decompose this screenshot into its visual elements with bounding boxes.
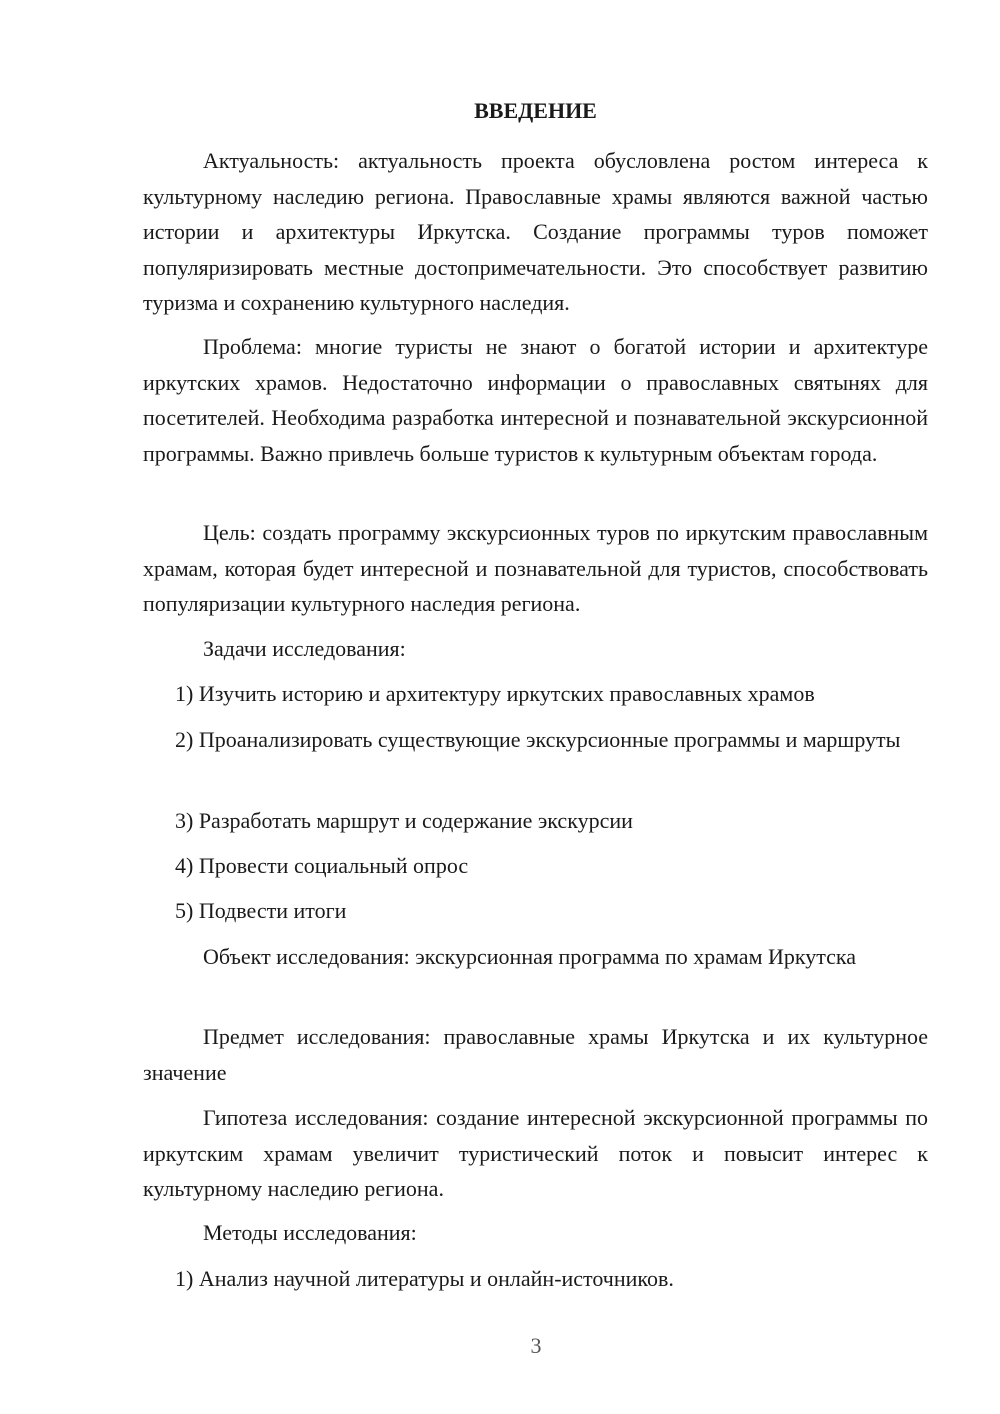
method-item: 1) Анализ научной литературы и онлайн-источников. [175, 1266, 674, 1291]
page-number: 3 [530, 1333, 542, 1358]
task-item: 3) Разработать маршрут и содержание экскурсии [175, 808, 633, 833]
methods-title: Методы исследования: [203, 1220, 417, 1245]
task-item: 2) Проанализировать существующие экскурсионные программы и маршруты [175, 727, 901, 752]
problem-paragraph: Проблема: многие туристы не знают о богатой истории и архитектуре иркутских храмов. Недостаточно информации о православных святынях для посетителей. Необходима разработка интересной и познавательной экскурсионной программы. Важно привлечь больше туристов к культурным объектам города. [143, 334, 928, 466]
task-item: 4) Провести социальный опрос [175, 853, 469, 878]
object-paragraph: Объект исследования: экскурсионная программа по храмам Иркутска [203, 944, 857, 969]
task-item: 5) Подвести итоги [175, 898, 347, 923]
page-title: ВВЕДЕНИЕ [474, 98, 597, 123]
subject-paragraph: Предмет исследования: православные храмы Иркутска и их культурное значение [143, 1024, 928, 1085]
tasks-title: Задачи исследования: [203, 636, 406, 661]
relevance-paragraph: Актуальность: актуальность проекта обусловлена ростом интереса к культурному наследию региона. Православные храмы являются важной частью истории и архитектуры Иркутска. Создание программы туров поможет популяризировать местные достопримечательности. Это способствует развитию туризма и сохранению культурного наследия. [143, 148, 928, 315]
hypothesis-paragraph: Гипотеза исследования: создание интересной экскурсионной программы по иркутским храмам увеличит туристический поток и повысит интерес к культурному наследию региона. [143, 1105, 928, 1201]
task-item: 1) Изучить историю и архитектуру иркутских православных храмов [175, 681, 815, 706]
goal-paragraph: Цель: создать программу экскурсионных туров по иркутским православным храмам, которая будет интересной и познавательной для туристов, способствовать популяризации культурного наследия региона. [143, 520, 928, 616]
